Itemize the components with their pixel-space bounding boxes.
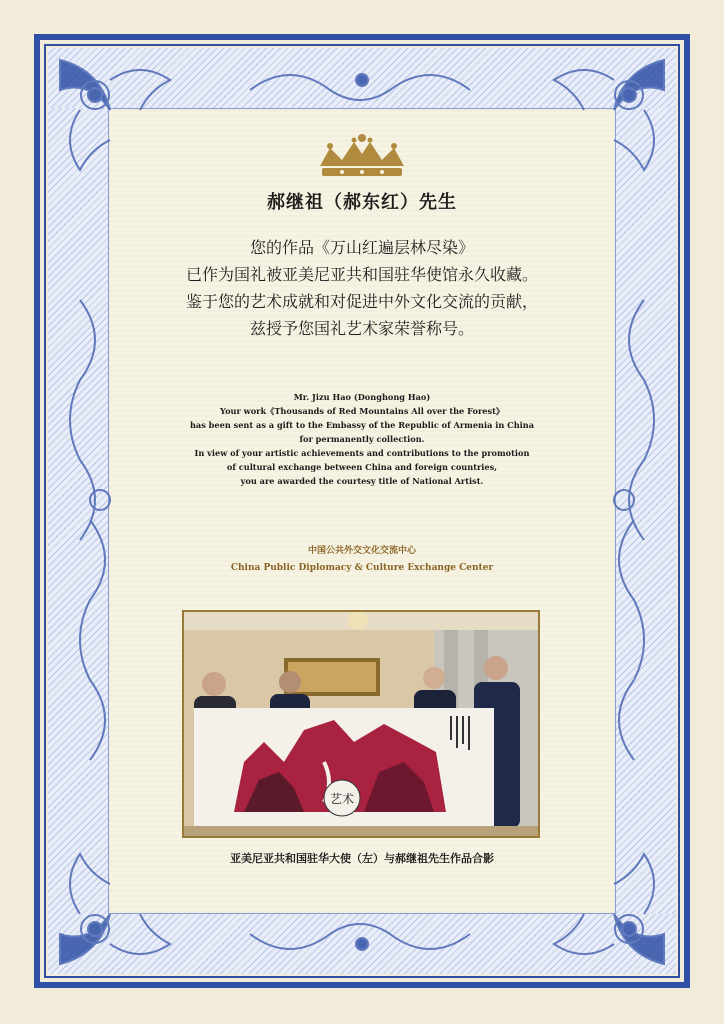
recipient-title: 郝继祖（郝东红）先生 [267, 192, 457, 213]
cn-line-1: 您的作品《万山红遍层林尽染》 [249, 238, 474, 257]
photo-caption: 亚美尼亚共和国驻华大使（左）与郝继祖先生作品合影 [230, 852, 494, 865]
issuer-name-cn: 中国公共外交文化交流中心 [307, 546, 416, 556]
issuer-name-en: China Public Diplomacy & Culture Exchange Center [230, 563, 494, 573]
chinese-citation [110, 234, 614, 342]
cn-line-2: 已作为国礼被亚美尼亚共和国驻华使馆永久收藏。 [185, 265, 538, 284]
cn-line-3: 鉴于您的艺术成就和对促进中外文化交流的贡献， [185, 292, 538, 311]
en-line-1: Mr. Jizu Hao (Donghong Hao) [293, 392, 431, 402]
english-citation [110, 390, 614, 488]
cn-line-4: 兹授予您国礼艺术家荣誉称号。 [249, 319, 474, 338]
en-line-6: of cultural exchange between China and foreign countries, [226, 462, 498, 472]
en-line-3: has been sent as a gift to the Embassy of the Republic of Armenia in China [189, 420, 535, 430]
photo-illustration [184, 612, 538, 836]
en-line-7: you are awarded the courtesy title of National Artist. [240, 476, 484, 486]
en-line-2: Your work《Thousands of Red Mountains All over the Forest》 [219, 406, 505, 416]
crown-icon [312, 132, 412, 182]
en-line-4: for permanently collection. [299, 434, 425, 444]
en-line-5: In view of your artistic achievements and contributions to the promotion [194, 448, 530, 458]
painting-inscription: 艺术 [329, 792, 355, 806]
group-photo [182, 610, 540, 838]
